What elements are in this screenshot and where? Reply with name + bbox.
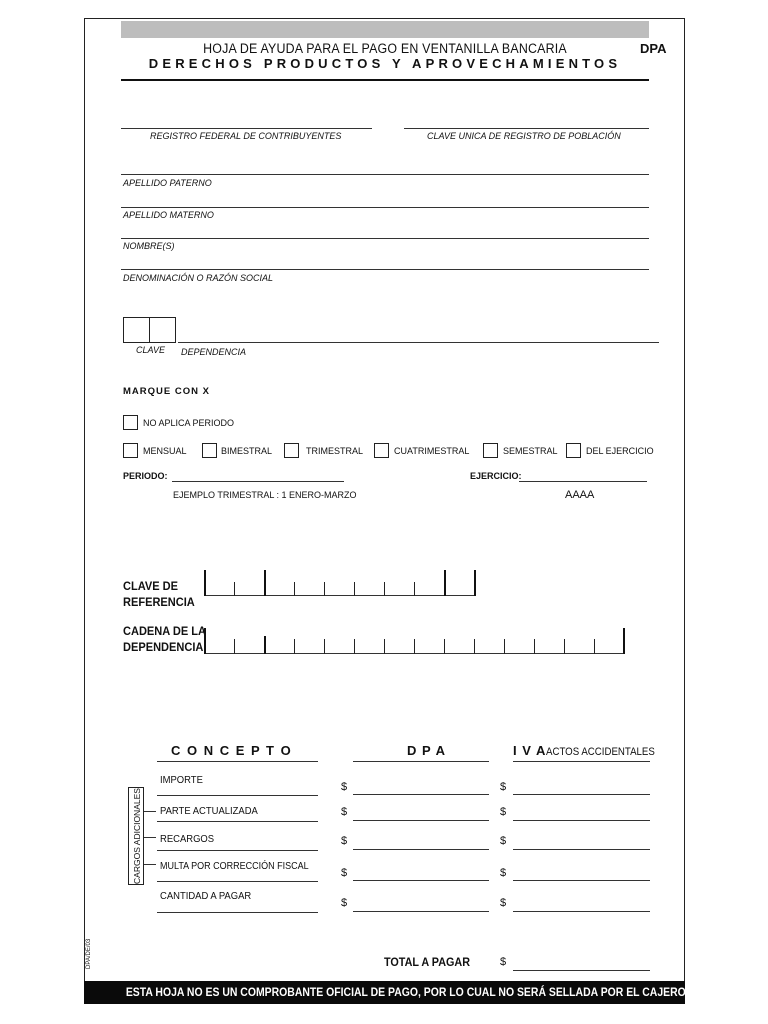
rfc-field[interactable] [121, 128, 372, 129]
trimestral-label: TRIMESTRAL [306, 446, 364, 456]
iva-header-rule [513, 761, 650, 762]
semestral-checkbox[interactable] [483, 443, 498, 458]
form-side-code: DPA/DE/03 [86, 938, 92, 969]
title-divider [121, 79, 649, 81]
form-code: DPA [640, 41, 667, 56]
periodo-field[interactable] [172, 481, 344, 482]
ejercicio-field[interactable] [519, 481, 647, 482]
apellido-paterno-label: APELLIDO PATERNO [123, 178, 212, 188]
concepto-header: C O N C E P T O [171, 743, 293, 758]
curp-label: CLAVE UNICA DE REGISTRO DE POBLACIÓN [427, 131, 621, 141]
parte-actualizada-dpa-field[interactable] [353, 820, 489, 821]
concepto-row-label: CANTIDAD A PAGAR [160, 890, 252, 902]
cuatrimestral-checkbox[interactable] [374, 443, 389, 458]
dependencia-field[interactable] [178, 342, 659, 343]
cantidad-dpa-field[interactable] [353, 911, 489, 912]
apellido-materno-label: APELLIDO MATERNO [123, 210, 214, 220]
bimestral-label: BIMESTRAL [221, 446, 273, 456]
total-label: TOTAL A PAGAR [384, 955, 471, 969]
mensual-label: MENSUAL [143, 446, 187, 456]
concepto-row-label: PARTE ACTUALIZADA [160, 805, 258, 817]
iva-header: I V AACTOS ACCIDENTALES [513, 743, 656, 758]
form-subtitle: DERECHOS PRODUCTOS Y APROVECHAMIENTOS [148, 56, 622, 71]
footer-notice: ESTA HOJA NO ES UN COMPROBANTE OFICIAL DE PAGO, POR LO CUAL NO SERÁ SELLADA POR EL CAJERO [84, 981, 685, 1004]
cantidad-iva-field[interactable] [513, 911, 650, 912]
cuatrimestral-label: CUATRIMESTRAL [394, 446, 470, 456]
no-aplica-checkbox[interactable] [123, 415, 138, 430]
cargos-adicionales-label: CARGOS ADICIONALES [132, 788, 142, 884]
apellido-materno-field[interactable] [121, 238, 649, 239]
no-aplica-label: NO APLICA PERIODO [143, 418, 235, 428]
importe-iva-field[interactable] [513, 794, 650, 795]
clave-referencia-field[interactable] [204, 595, 475, 596]
ejemplo-text: EJEMPLO TRIMESTRAL : 1 ENERO-MARZO [173, 490, 357, 500]
dpa-header: D P A [407, 743, 446, 758]
del-ejercicio-checkbox[interactable] [566, 443, 581, 458]
aaaa-text: AAAA [565, 489, 595, 501]
nombres-label: NOMBRE(S) [123, 241, 175, 251]
multa-iva-field[interactable] [513, 880, 650, 881]
clave-digit-box[interactable] [123, 317, 150, 343]
recargos-dpa-field[interactable] [353, 849, 489, 850]
curp-field[interactable] [404, 128, 649, 129]
ejercicio-label: EJERCICIO: [470, 471, 522, 481]
importe-dpa-field[interactable] [353, 794, 489, 795]
trimestral-checkbox[interactable] [284, 443, 299, 458]
razon-social-label: DENOMINACIÓN O RAZÓN SOCIAL [123, 273, 274, 283]
del-ejercicio-label: DEL EJERCICIO [586, 446, 654, 456]
marque-label: MARQUE CON X [123, 386, 210, 397]
cadena-dependencia-label: CADENA DE LA DEPENDENCIA [123, 624, 207, 654]
recargos-iva-field[interactable] [513, 849, 650, 850]
mensual-checkbox[interactable] [123, 443, 138, 458]
rfc-label: REGISTRO FEDERAL DE CONTRIBUYENTES [150, 131, 342, 141]
concepto-row-label: IMPORTE [160, 774, 203, 786]
concepto-header-rule [157, 761, 318, 762]
name-top-rule [121, 174, 649, 175]
concepto-row-label: MULTA POR CORRECCIÓN FISCAL [160, 861, 309, 872]
clave-referencia-label: CLAVE DE REFERENCIA [123, 579, 195, 609]
concepto-row-label: RECARGOS [160, 833, 215, 845]
form-border [84, 18, 685, 1004]
clave-label: CLAVE [136, 345, 166, 355]
cargos-adicionales-box [128, 787, 144, 885]
multa-dpa-field[interactable] [353, 880, 489, 881]
dependencia-label: DEPENDENCIA [181, 347, 247, 357]
form-title: HOJA DE AYUDA PARA EL PAGO EN VENTANILLA BANCARIA [203, 41, 567, 56]
semestral-label: SEMESTRAL [503, 446, 558, 456]
bimestral-checkbox[interactable] [202, 443, 217, 458]
nombres-field[interactable] [121, 269, 649, 270]
parte-actualizada-iva-field[interactable] [513, 820, 650, 821]
apellido-paterno-field[interactable] [121, 207, 649, 208]
total-field[interactable] [513, 970, 650, 971]
header-band [121, 21, 649, 38]
dpa-header-rule [353, 761, 489, 762]
clave-digit-box[interactable] [149, 317, 176, 343]
periodo-label: PERIODO: [123, 471, 168, 481]
